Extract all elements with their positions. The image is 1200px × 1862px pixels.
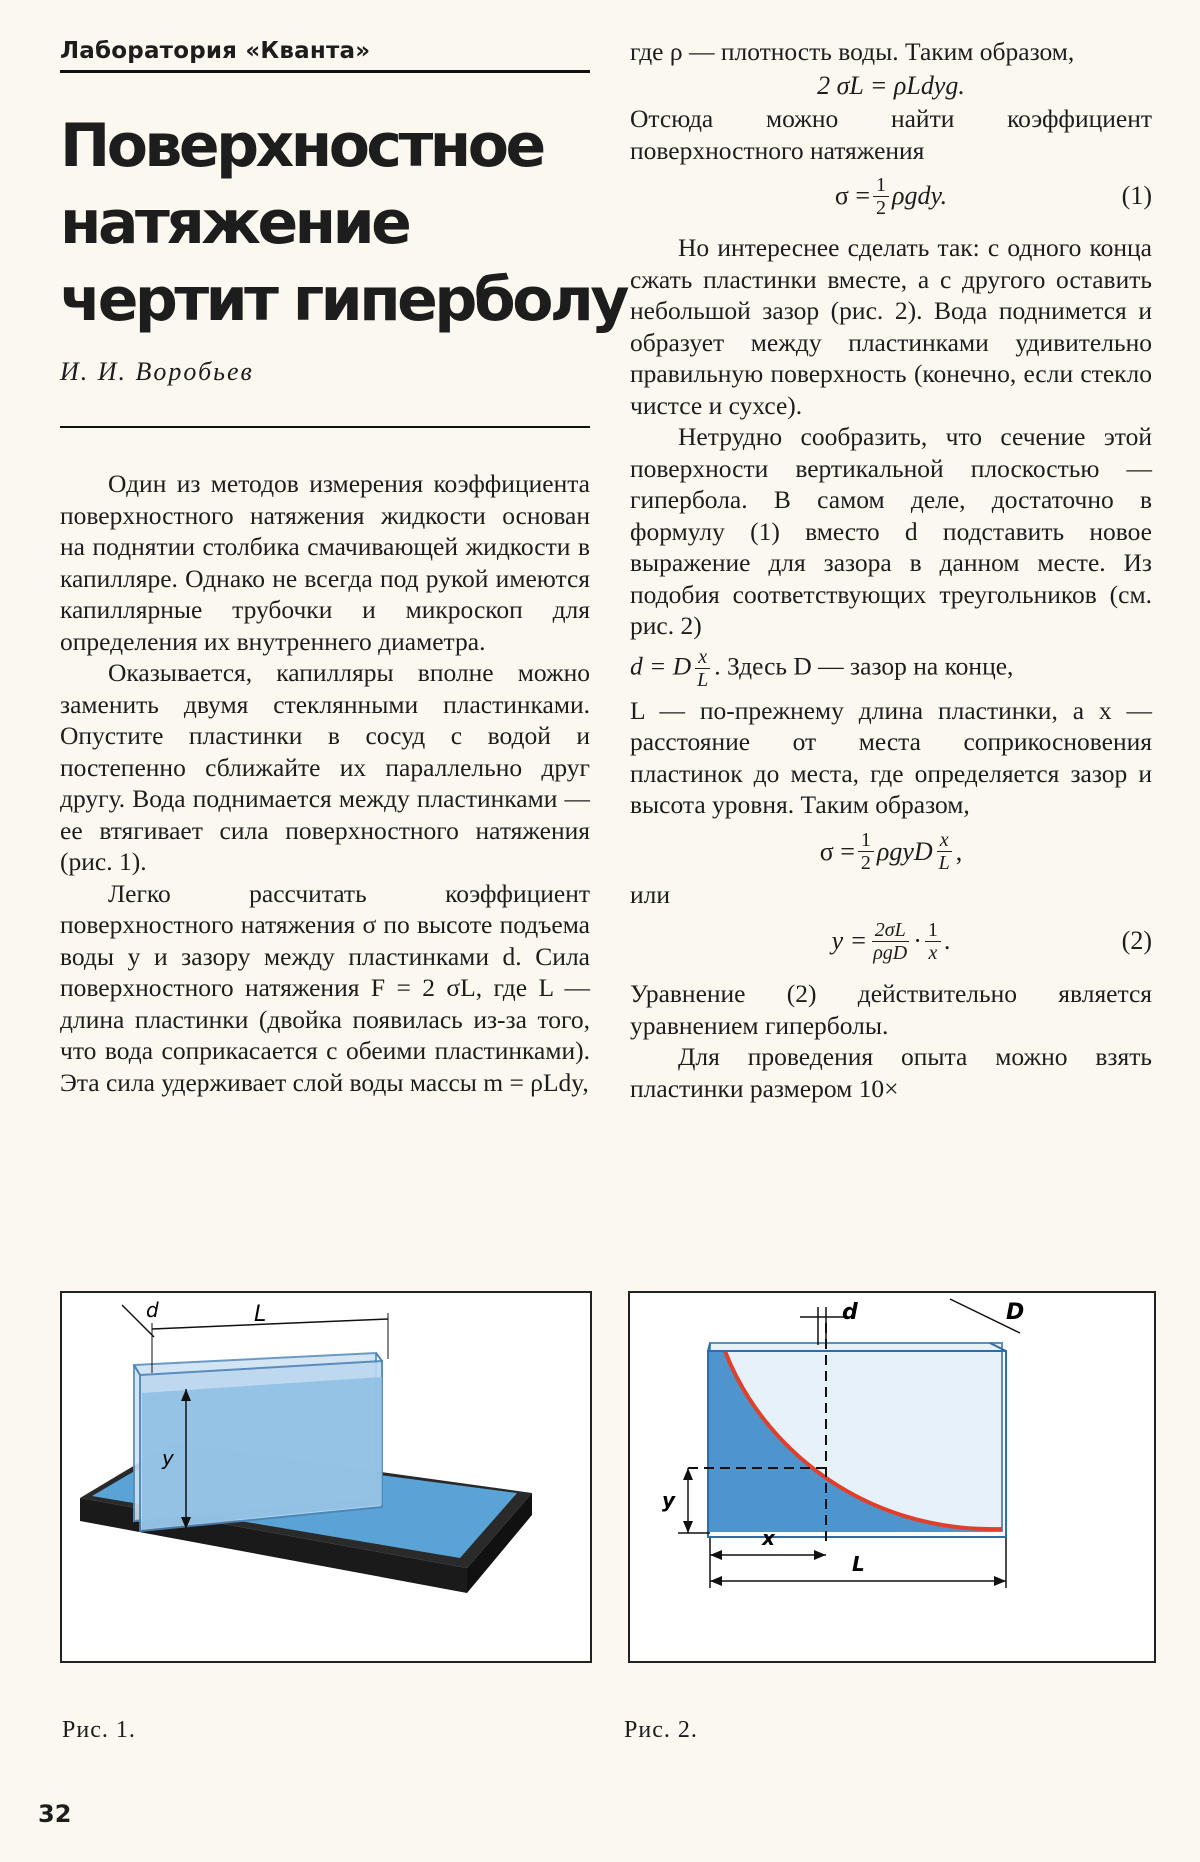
right-body bbox=[630, 36, 1152, 1104]
figure-2-drawing bbox=[630, 1293, 1154, 1661]
label-d: d bbox=[146, 1298, 159, 1322]
paragraph: где ρ — плотность воды. Таким образом, bbox=[630, 37, 1075, 66]
label-L: L bbox=[254, 1302, 267, 1327]
title-line-2: натяжение bbox=[60, 188, 409, 258]
label-y: y bbox=[662, 1488, 676, 1512]
paragraph: Но интереснее сделать так: с одного конца сжать пластинки вместе, а с другого оставить небольшой зазор (рис. 2). Вода поднимется и образует между пластинками удивительно правильную поверхность (конечно, если стекло чистсе и сухсе). bbox=[630, 233, 1152, 420]
title-line-3: чертит гиперболу bbox=[60, 265, 626, 335]
dimension-L bbox=[152, 1319, 388, 1329]
divider bbox=[60, 426, 590, 428]
paragraph: L — по-прежнему длина пластинки, а x — расстояние от места соприкосновения пластинок до места, где определяется зазор и высота уровня. Таким образом, bbox=[630, 695, 1152, 819]
author: И. И. Воробьев bbox=[60, 357, 254, 386]
equation-number: (1) bbox=[1121, 181, 1152, 211]
paragraph: Один из методов измерения коэффициента поверхностного натяжения жидкости основан на поднятии столбика смачивающей жидкости в капилляре. Однако не всегда под рукой имеются капиллярные трубочки и микроскоп для определения их внутреннего диаметра. bbox=[60, 469, 590, 656]
figure-1 bbox=[60, 1291, 592, 1663]
figure-2 bbox=[628, 1291, 1156, 1663]
page-number: 32 bbox=[38, 1800, 72, 1828]
formula-1: σ = $\frac{1}{2}$ ρgdy. (1) bbox=[834, 173, 1152, 219]
label-y: y bbox=[162, 1446, 174, 1470]
formula-2: y = $\frac{2\sigma L}{\text{ρgD}}$ · $\frac{1}{x}$ . (2) bbox=[831, 918, 1152, 964]
paragraph: Легко рассчитать коэффициент поверхностного натяжения σ по высоте подъема воды y и зазору между пластинками d. Сила поверхностного натяжения F = 2 σL, где L — длина пластинки (двойка появилась из-за того, что вода соприкасается с обеими пластинками). Эта сила удерживает слой воды массы m = ρLdy, bbox=[60, 878, 590, 1097]
paragraph: Для проведения опыта можно взять пластинки размером 10× bbox=[630, 1042, 1152, 1103]
figure-2-caption: Рис. 2. bbox=[624, 1717, 698, 1743]
label-d: d bbox=[842, 1300, 858, 1325]
paragraph: Нетрудно сообразить, что сечение этой поверхности вертикальной плоскостью — гипербола. В самом деле, достаточно в формулу (1) вместо d подставить новое выражение для зазора в данном месте. Из подобия соответствующих треугольников (см. рис. 2) bbox=[630, 422, 1152, 640]
formula-a: 2 σL = ρLdyg. bbox=[817, 70, 965, 100]
article-title bbox=[60, 108, 626, 339]
label-D: D bbox=[1006, 1300, 1025, 1325]
label-L: L bbox=[852, 1552, 865, 1576]
equation-number: (2) bbox=[1121, 926, 1152, 956]
title-line-1: Поверхностное bbox=[60, 111, 543, 181]
raised-water bbox=[142, 1377, 382, 1529]
formula-b: σ = $\frac{1}{2}$ ρgyD $\frac{x}{L}$ , bbox=[819, 829, 963, 874]
label-x: x bbox=[762, 1526, 775, 1550]
paragraph: Оказывается, капилляры вполне можно заменить двумя стеклянными пластинками. Опустите пластинки в сосуд с водой и постепенно сближайте их параллельно друг другу. Вода поднимается между пластинками — ее втягивает сила поверхностного натяжения (рис. 1). bbox=[60, 658, 590, 876]
rubric-heading: Лаборатория «Кванта» bbox=[60, 38, 590, 73]
figure-1-drawing bbox=[62, 1293, 590, 1661]
paragraph: Уравнение (2) действительно является уравнением гиперболы. bbox=[630, 979, 1152, 1040]
paragraph: Отсюда можно найти коэффициент поверхностного натяжения bbox=[630, 104, 1152, 165]
or-word: или bbox=[630, 879, 671, 909]
left-body bbox=[60, 468, 590, 1098]
paragraph-inline-formula: d = D $\frac{x}{L}$ . Здесь D — зазор на конце, bbox=[630, 645, 1014, 691]
figure-1-caption: Рис. 1. bbox=[62, 1717, 136, 1743]
